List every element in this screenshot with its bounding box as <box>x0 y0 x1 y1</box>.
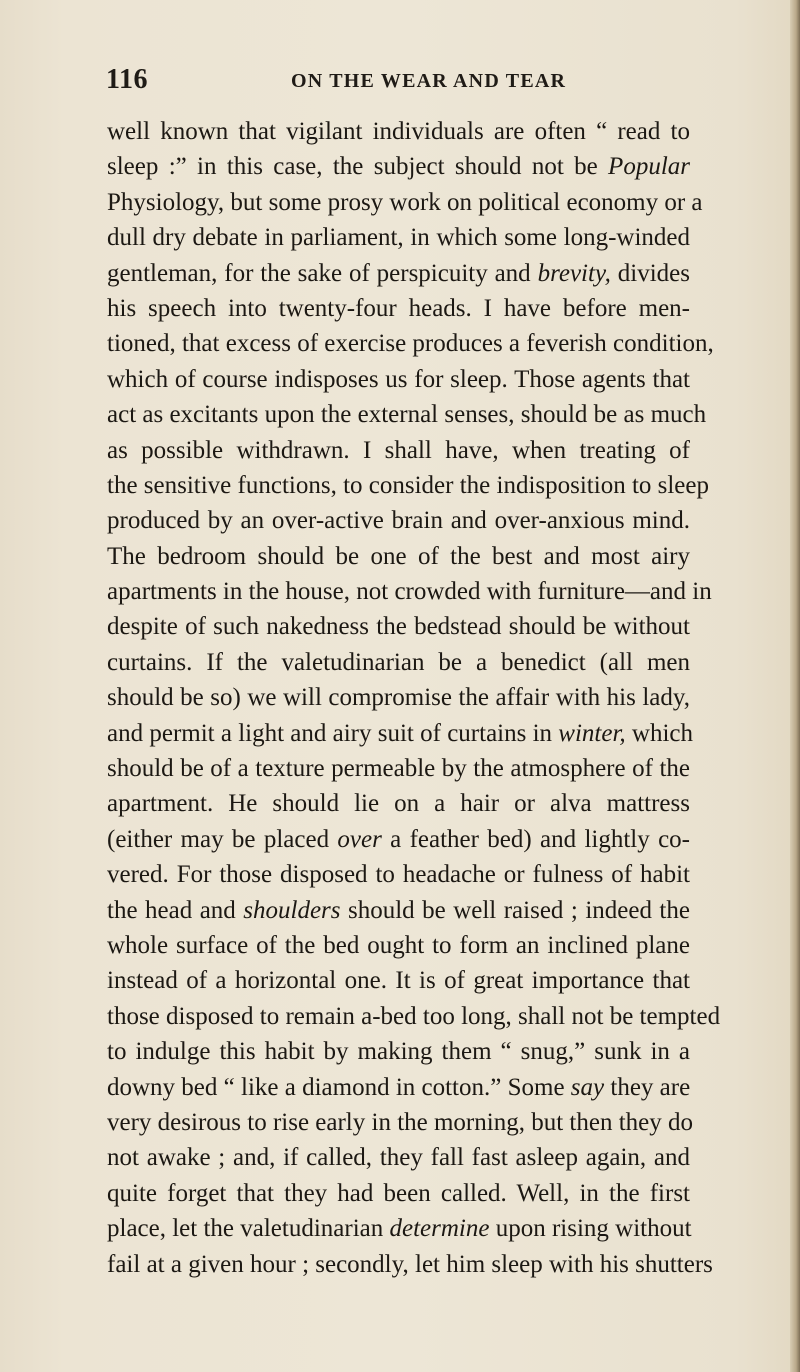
text-run: as possible withdrawn. I shall have, when treating of <box>107 436 690 464</box>
page-header <box>106 64 706 98</box>
text-run: his speech into twenty-four heads. I have before men- <box>107 294 690 322</box>
text-run: which <box>625 719 694 747</box>
text-line <box>107 114 690 149</box>
text-run: whole surface of the bed ought to form an inclined plane <box>107 931 690 959</box>
text-line <box>107 1140 690 1175</box>
text-run: upon rising without <box>489 1215 692 1243</box>
text-run: should be so) we will compromise the affair with his lady, <box>107 684 690 712</box>
text-line <box>107 291 690 326</box>
text-run: should be well raised ; indeed the <box>340 896 690 924</box>
text-run: which of course indisposes us for sleep. Those agents that <box>107 365 690 393</box>
text-line <box>107 680 690 715</box>
text-line <box>107 857 690 892</box>
text-run: produced by an over-active brain and over-anxious mind. <box>107 507 690 535</box>
text-run: the head and <box>107 896 244 924</box>
text-line <box>107 468 710 503</box>
text-line <box>107 751 690 786</box>
text-run: sleep :” in this case, the subject should not be <box>107 153 609 181</box>
text-line <box>107 256 690 291</box>
text-line <box>107 574 712 609</box>
text-line <box>107 999 721 1034</box>
page-number: 116 <box>106 64 148 95</box>
text-run: despite of such nakedness the bedstead should be without <box>107 613 690 641</box>
text-run: to indulge this habit by making them “ snug,” sunk in a <box>107 1038 690 1066</box>
text-run: quite forget that they had been called. Well, in the first <box>107 1179 690 1207</box>
text-line <box>107 362 690 397</box>
italic-text: winter, <box>558 719 626 747</box>
running-head: ON THE WEAR AND TEAR <box>291 70 567 92</box>
text-line <box>107 220 690 255</box>
text-run: and permit a light and airy suit of curtains in <box>107 719 559 747</box>
text-line <box>107 645 690 680</box>
text-line <box>107 397 707 432</box>
text-run: instead of a horizontal one. It is of great importance that <box>107 967 690 995</box>
text-line <box>107 149 690 184</box>
text-line <box>107 326 714 361</box>
text-line <box>107 786 690 821</box>
text-line <box>107 1247 713 1282</box>
text-run: fail at a given hour ; secondly, let him sleep with his shutters <box>107 1250 713 1278</box>
text-run: a feather bed) and lightly co- <box>381 825 691 853</box>
text-run: divides <box>610 259 691 287</box>
text-run: gentleman, for the sake of perspicuity and <box>107 259 538 287</box>
text-run: the sensitive functions, to consider the indisposition to sleep <box>107 471 710 499</box>
text-run: downy bed “ like a diamond in cotton.” Some <box>107 1073 571 1101</box>
text-run: (either may be placed <box>107 825 338 853</box>
page-edge <box>790 0 800 1372</box>
text-run: should be of a texture permeable by the atmosphere of the <box>107 755 690 783</box>
text-line <box>107 433 690 468</box>
text-run: act as excitants upon the external senses, should be as much <box>107 401 707 429</box>
text-run: well known that vigilant individuals are often “ read to <box>107 118 690 145</box>
text-run: they are <box>604 1073 691 1101</box>
text-line <box>107 1176 690 1211</box>
text-run: Physiology, but some prosy work on political economy or a <box>107 188 703 216</box>
text-line <box>107 609 690 644</box>
text-line <box>107 822 690 857</box>
text-line <box>107 503 690 538</box>
italic-text: Popular <box>608 153 690 181</box>
italic-text: determine <box>389 1215 490 1243</box>
text-run: curtains. If the valetudinarian be a benedict (all men <box>107 648 690 676</box>
text-line <box>107 1070 690 1105</box>
text-line <box>107 716 694 751</box>
text-run: very desirous to rise early in the morning, but then they do <box>107 1108 693 1136</box>
text-run: dull dry debate in parliament, in which some long-winded <box>107 224 690 252</box>
italic-text: over <box>337 825 382 853</box>
text-line <box>107 1211 690 1246</box>
text-line <box>107 539 690 574</box>
italic-text: say <box>570 1073 605 1101</box>
text-run: vered. For those disposed to headache or fulness of habit <box>107 861 690 889</box>
body-text <box>107 114 721 1282</box>
text-run: those disposed to remain a-bed too long, shall not be tempted <box>107 1002 721 1030</box>
text-run: tioned, that excess of exercise produces a feverish condition, <box>107 330 714 358</box>
text-run: The bedroom should be one of the best and most airy <box>107 542 690 570</box>
text-run: apartments in the house, not crowded with furniture—and in <box>107 578 712 606</box>
italic-text: shoulders <box>243 896 341 924</box>
italic-text: brevity, <box>537 259 611 287</box>
text-line <box>107 1034 690 1069</box>
text-line <box>107 1105 693 1140</box>
text-line <box>107 928 690 963</box>
text-line <box>107 963 690 998</box>
text-line <box>107 185 703 220</box>
text-line <box>107 893 690 928</box>
text-run: place, let the valetudinarian <box>107 1215 390 1243</box>
text-run: apartment. He should lie on a hair or alva mattress <box>107 790 690 818</box>
text-run: not awake ; and, if called, they fall fast asleep again, and <box>107 1144 690 1172</box>
